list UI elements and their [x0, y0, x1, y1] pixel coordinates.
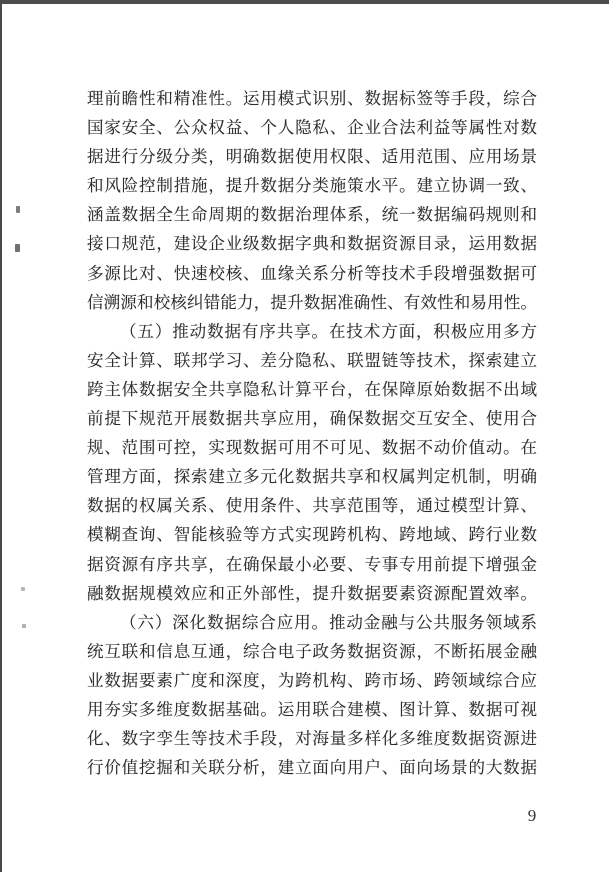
scan-artifact	[16, 206, 20, 213]
text-line: 信溯源和校核纠错能力，提升数据准确性、有效性和易用性。	[87, 292, 537, 312]
text-line-paragraph-start: （六）深化数据综合应用。推动金融与公共服务领域系	[120, 612, 537, 632]
document-body	[87, 84, 537, 782]
text-line: 和风险控制措施，提升数据分类施策水平。建立协调一致、	[87, 176, 537, 196]
text-line-paragraph-start: （五）推动数据有序共享。在技术方面，积极应用多方	[120, 321, 537, 341]
text-line: 接口规范，建设企业级数据字典和数据资源目录，运用数据	[87, 234, 537, 254]
text-line: 涵盖数据全生命周期的数据治理体系，统一数据编码规则和	[87, 205, 537, 225]
scanner-edge-left	[0, 0, 2, 872]
text-line: 据进行分级分类，明确数据使用权限、适用范围、应用场景	[87, 147, 537, 167]
text-line: 用夯实多维度数据基础。运用联合建模、图计算、数据可视	[87, 699, 537, 719]
text-line: 模糊查询、智能核验等方式实现跨机构、跨地域、跨行业数	[87, 525, 537, 545]
scan-artifact	[21, 587, 25, 591]
text-line: 规、范围可控，实现数据可用不可见、数据不动价值动。在	[87, 438, 537, 458]
text-line: 安全计算、联邦学习、差分隐私、联盟链等技术，探索建立	[87, 350, 537, 370]
scan-artifact	[22, 624, 26, 628]
text-line: 统互联和信息互通，综合电子政务数据资源，不断拓展金融	[87, 641, 537, 661]
scanner-edge-top	[0, 0, 609, 4]
text-line: 管理方面，探索建立多元化数据共享和权属判定机制，明确	[87, 467, 537, 487]
text-line: 跨主体数据安全共享隐私计算平台，在保障原始数据不出域	[87, 379, 537, 399]
text-line: 化、数字孪生等技术手段，对海量多样化多维度数据资源进	[87, 729, 537, 749]
page-number: 9	[527, 806, 537, 825]
text-line: 前提下规范开展数据共享应用，确保数据交互安全、使用合	[87, 409, 537, 429]
text-line: 行价值挖掘和关联分析，建立面向用户、面向场景的大数据	[87, 758, 537, 778]
text-line: 多源比对、快速校核、血缘关系分析等技术手段增强数据可	[87, 263, 537, 283]
text-line: 融数据规模效应和正外部性，提升数据要素资源配置效率。	[87, 583, 537, 603]
scan-artifact	[15, 244, 20, 252]
text-line: 业数据要素广度和深度，为跨机构、跨市场、跨领域综合应	[87, 670, 537, 690]
text-line: 理前瞻性和精准性。运用模式识别、数据标签等手段，综合	[87, 89, 537, 108]
text-line: 国家安全、公众权益、个人隐私、企业合法利益等属性对数	[87, 118, 537, 138]
text-line: 据资源有序共享，在确保最小必要、专事专用前提下增强金	[87, 554, 537, 574]
text-line: 数据的权属关系、使用条件、共享范围等，通过模型计算、	[87, 496, 537, 516]
